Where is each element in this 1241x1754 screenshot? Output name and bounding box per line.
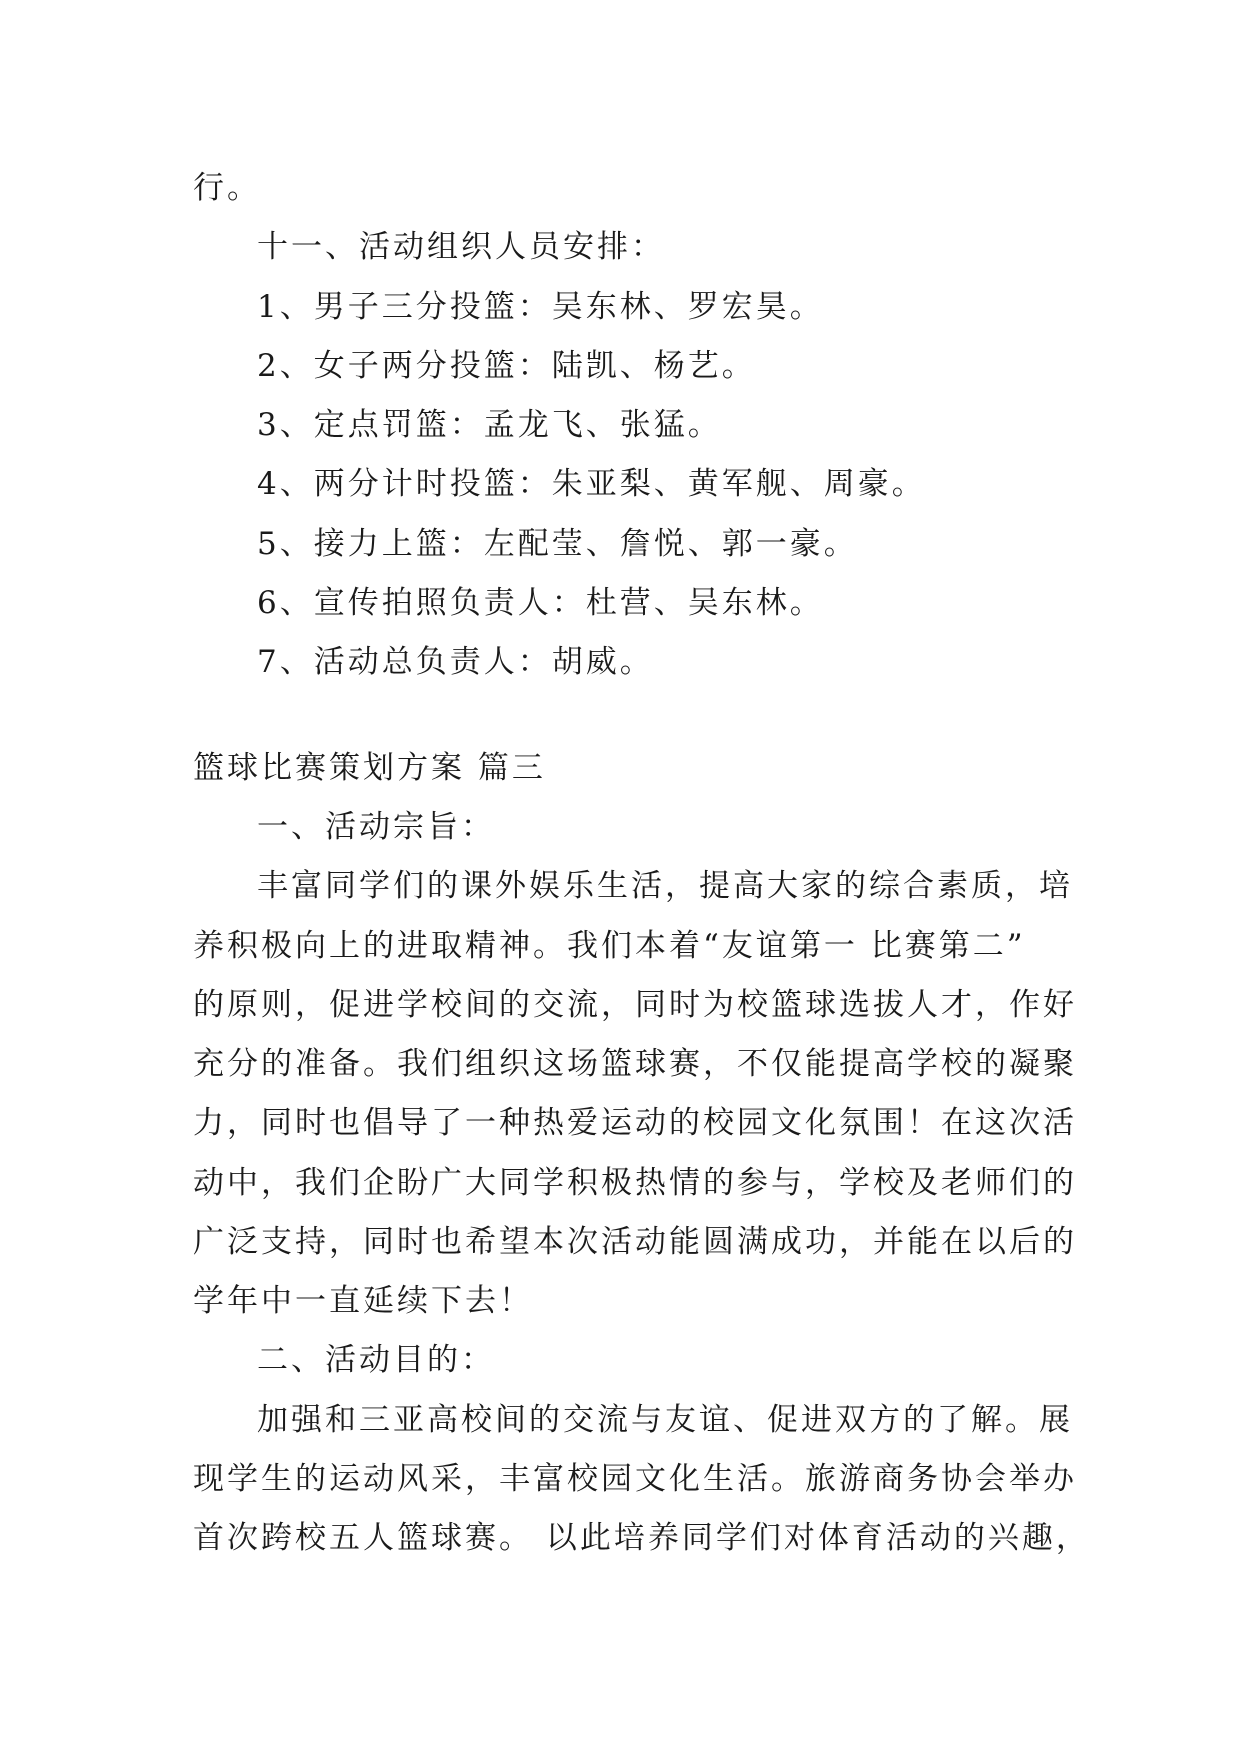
list-item: 1、男子三分投篮：吴东林、罗宏昊。 (257, 289, 824, 325)
paragraph-line: 力，同时也倡导了一种热爱运动的校园文化氛围！在这次活 (193, 1105, 1077, 1141)
section-heading: 十一、活动组织人员安排： (257, 229, 665, 265)
paragraph-line: 动中，我们企盼广大同学积极热情的参与，学校及老师们的 (193, 1165, 1077, 1201)
paragraph-line: 的原则，促进学校间的交流，同时为校篮球选拔人才，作好 (193, 987, 1077, 1023)
list-item: 5、接力上篮：左配莹、詹悦、郭一豪。 (257, 526, 858, 562)
paragraph-line: 广泛支持，同时也希望本次活动能圆满成功，并能在以后的 (193, 1224, 1077, 1260)
list-item: 6、宣传拍照负责人：杜营、吴东林。 (257, 585, 824, 621)
list-item: 2、女子两分投篮：陆凯、杨艺。 (257, 348, 756, 384)
section-heading: 一、活动宗旨： (257, 809, 495, 845)
list-item: 7、活动总负责人：胡威。 (257, 644, 654, 680)
section-heading: 二、活动目的： (257, 1342, 495, 1378)
document-title: 篮球比赛策划方案 篇三 (193, 750, 546, 786)
paragraph-line: 现学生的运动风采，丰富校园文化生活。旅游商务协会举办 (193, 1461, 1077, 1497)
paragraph-line: 充分的准备。我们组织这场篮球赛，不仅能提高学校的凝聚 (193, 1046, 1077, 1082)
paragraph-line: 加强和三亚高校间的交流与友谊、促进双方的了解。展 (257, 1402, 1073, 1438)
list-item: 3、定点罚篮：孟龙飞、张猛。 (257, 407, 722, 443)
paragraph-line: 养积极向上的进取精神。我们本着“友谊第一 比赛第二” (193, 928, 1026, 964)
list-item: 4、两分计时投篮：朱亚梨、黄军舰、周豪。 (257, 466, 926, 502)
paragraph-line: 丰富同学们的课外娱乐生活，提高大家的综合素质，培 (257, 868, 1073, 904)
paragraph-line: 学年中一直延续下去！ (193, 1283, 533, 1319)
paragraph-line: 首次跨校五人篮球赛。 以此培养同学们对体育活动的兴趣， (193, 1520, 1090, 1556)
text-line: 行。 (193, 170, 261, 206)
